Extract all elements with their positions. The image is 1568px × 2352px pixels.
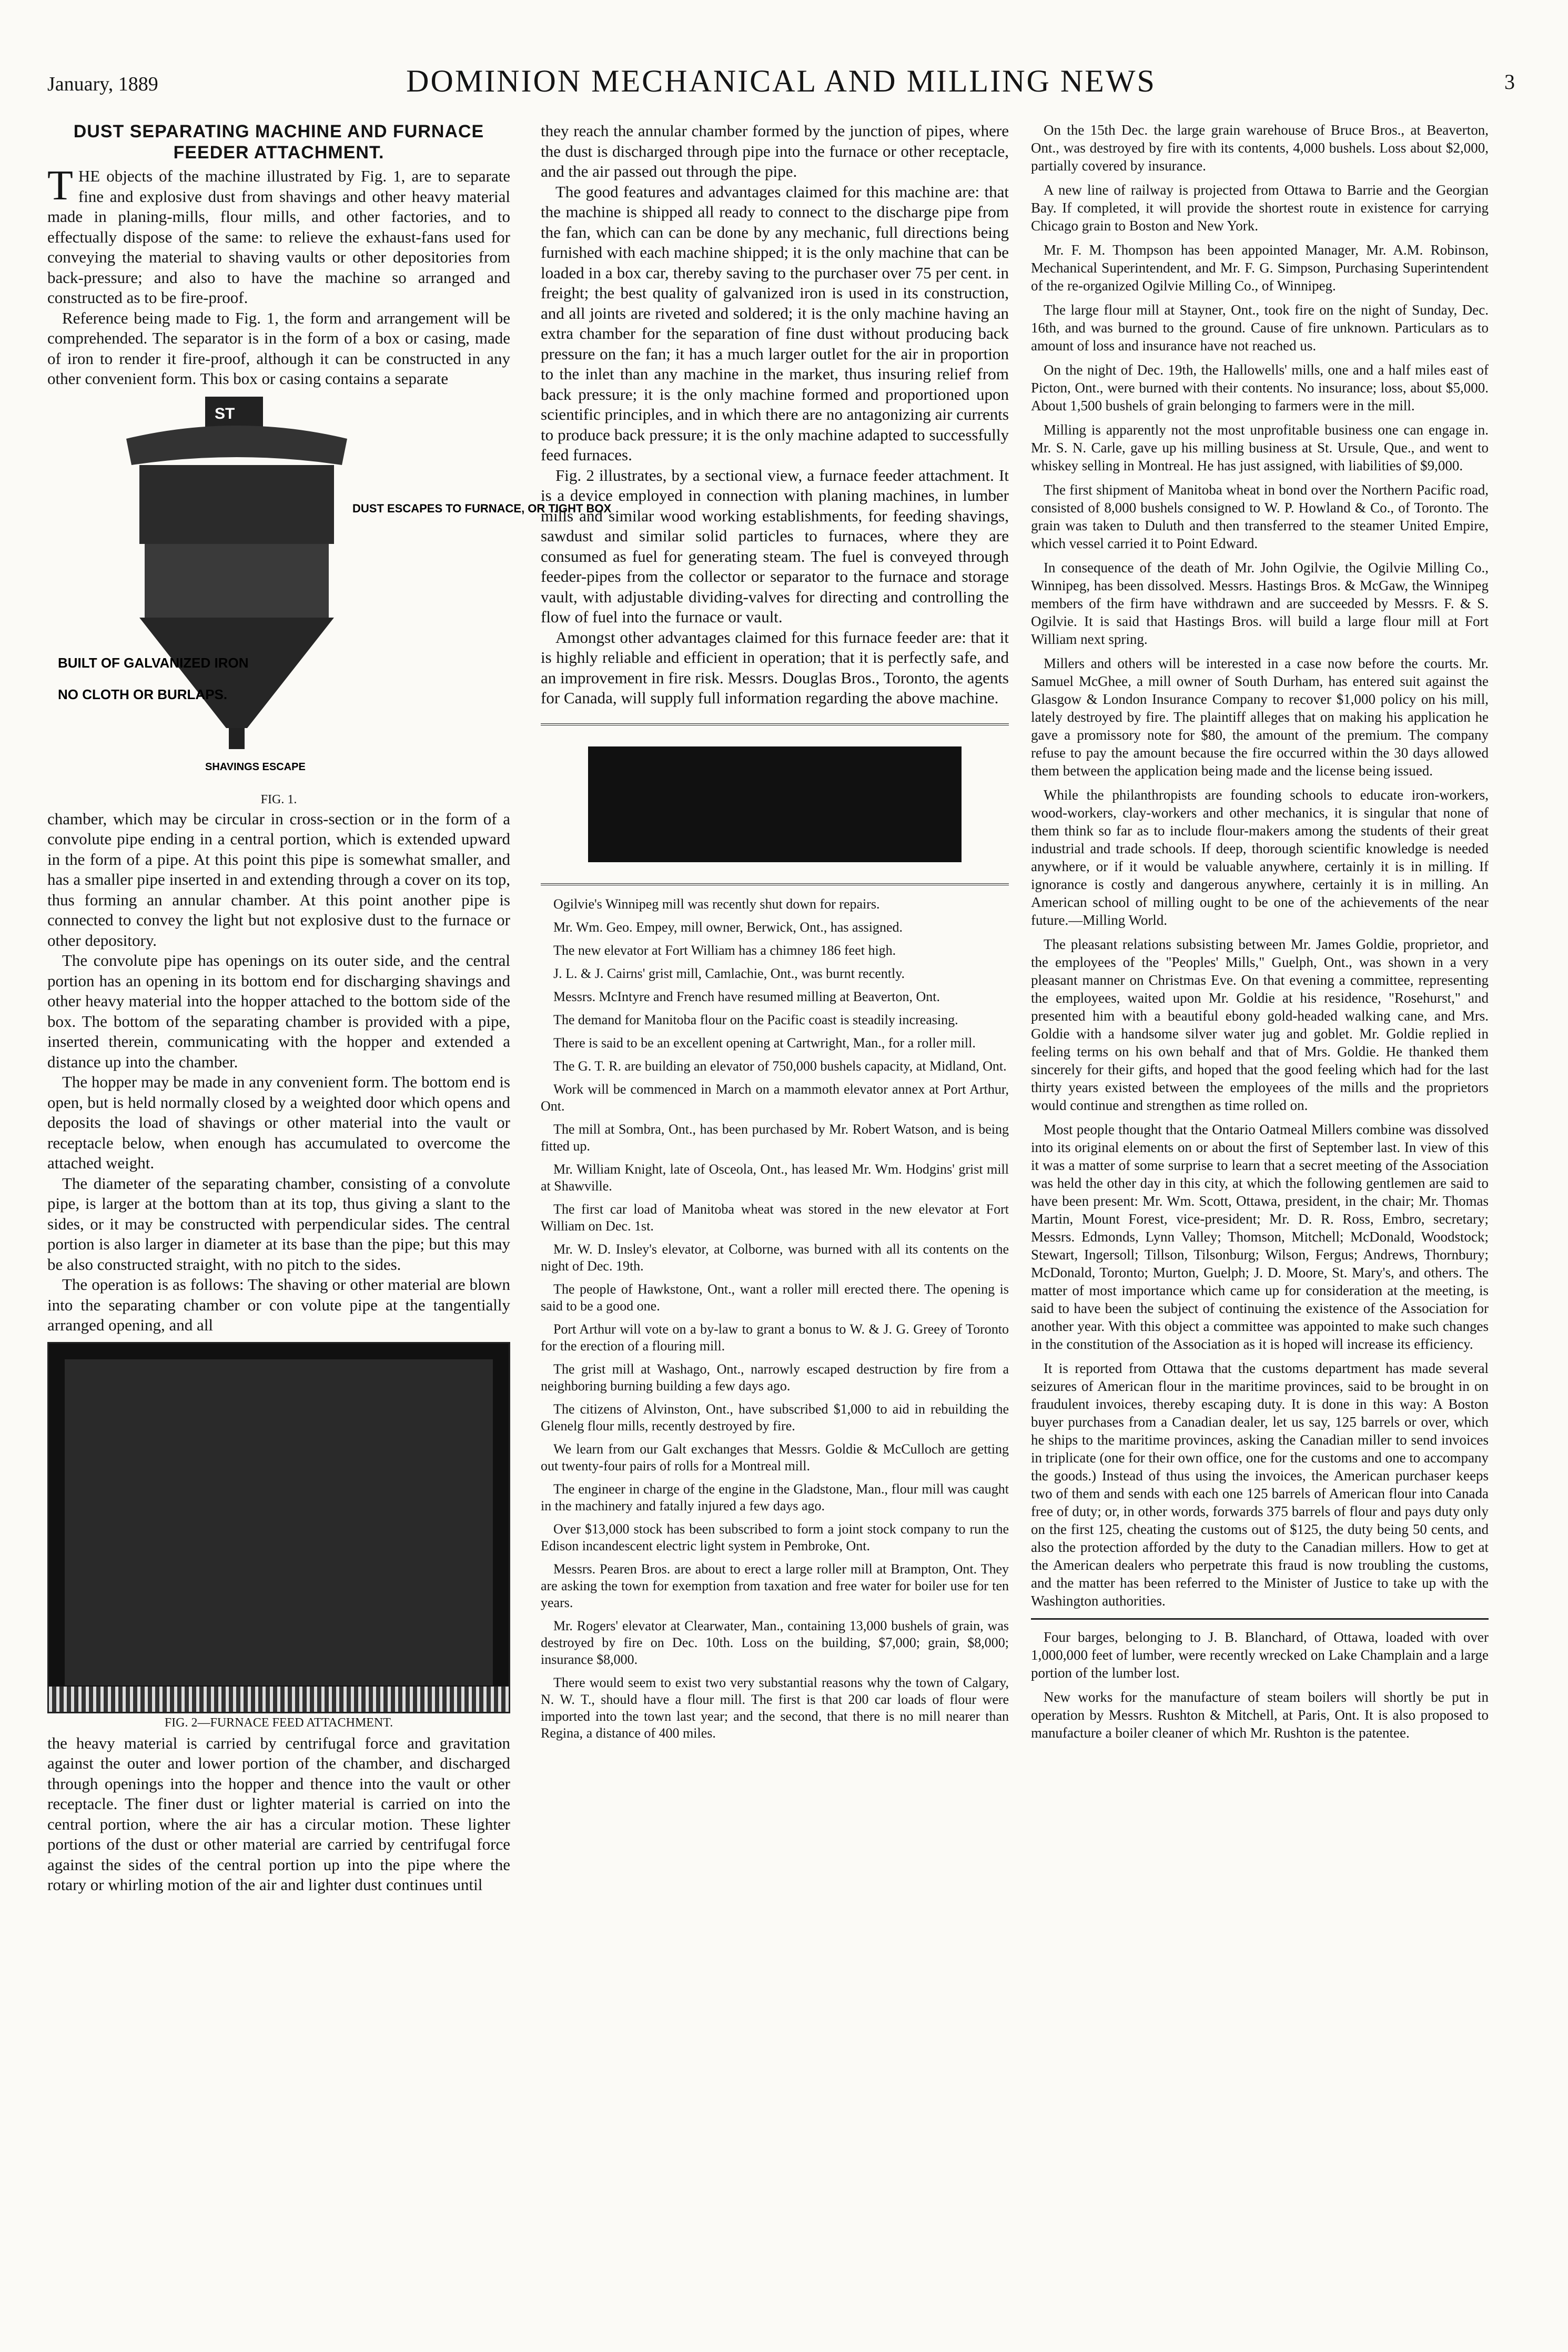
label-cloth: NO CLOTH OR BURLAPS.: [58, 686, 228, 702]
news-item: The first car load of Manitoba wheat was stored in the new elevator at Fort William on Dec. 1st.: [541, 1201, 1009, 1234]
article-paragraph: The good features and advantages claimed for this machine are: that the machine is shipped all ready to connect to the discharge pipe from the fan, which can can be done by any mechanic, full directions being furnished with each machine shipped; it is the only machine that can be loaded in a box car, thereby saving to the purchaser over 75 per cent. in freight; the best quality of galvanized iron is used in its construction, and all joints are riveted and soldered; it is the only machine having an extra chamber for the separation of fine dust without producing back pressure on the fan; it has a much larger outlet for the air in proportion to the inlet than any machine in the market, thus insuring relief from back pressure; it is the only machine formed and proportioned upon scientific principles, and in which there are no antagonizing air currents to produce back pressure; it is the only machine adapted to successfully feed furnaces.: [541, 182, 1009, 464]
news-item: J. L. & J. Cairns' grist mill, Camlachie, Ont., was burnt recently.: [553, 965, 905, 981]
figure-2-caption: FIG. 2—FURNACE FEED ATTACHMENT.: [164, 1715, 393, 1730]
figure-2-furnace-feed: [47, 1342, 510, 1713]
column-2: [541, 121, 1009, 1748]
news-item: The people of Hawkstone, Ont., want a roller mill erected there. The opening is said to be a good one.: [541, 1281, 1009, 1314]
news-item: On the 15th Dec. the large grain warehouse of Bruce Bros., at Beaverton, Ont., was destroyed by fire with its contents, 4,000 bushels. Loss about $2,000, partially covered by insurance.: [1031, 122, 1489, 174]
news-item: The large flour mill at Stayner, Ont., took fire on the night of Sunday, Dec. 16th, and was burned to the ground. Cause of fire unknown. Particulars as to amount of loss and insurance have not reached us.: [1031, 302, 1489, 354]
figure-2-image: [65, 1359, 493, 1685]
news-item: The first shipment of Manitoba wheat in bond over the Northern Pacific road, consisted of 8,000 bushels consigned to W. P. Howland & Co., of Toronto. The grain was taken to Duluth and then transferred to the steamer United Empire, which vessel carried it to Point Edward.: [1031, 482, 1489, 551]
article-paragraph: they reach the annular chamber formed by the junction of pipes, where the dust is discharged through pipe into the furnace or other receptacle, and the air passed out through the pipe.: [541, 122, 1009, 180]
label-shavings: SHAVINGS ESCAPE: [205, 761, 306, 773]
figure-2-base: [49, 1687, 509, 1712]
news-item: It is reported from Ottawa that the customs department has made several seizures of American flour in the maritime provinces, said to be brought in on fraudulent invoices, thereby escaping duty. It is done in this way: A Boston buyer purchases from a Canadian dealer, let us say, 125 barrels or over, which he ships to the maritime provinces, asking the Canadian miller to send invoices in triplicate (one for their own office, one for the customs and one to accompany the goods.) Instead of thus using the invoices, the American purchaser keeps two of them and sends with each one 125 barrels of American flour into Canada free of duty; or, in other words, forwards 375 barrels of flour and pays duty only on the first 125, cheating the customs out of $125, the duty being 50 cents, and also the protection afforded by the duty to the Canadian millers. How to get at the American dealers who perpetrate this fraud is now troubling the customs, and the matter has been referred to the Minister of Justice to take up with the Washington authorities.: [1031, 1360, 1489, 1609]
article-paragraph: the heavy material is carried by centrifugal force and gravitation against the outer and lower portion of the chamber, and discharged through openings into the hopper and thence into the vault or other receptacle. The finer dust or lighter material is carried on into the central portion, where the air has a circular motion. These lighter portions of the dust or other material are carried by centrifugal force against the sides of the central portion up into the pipe where the rotary or whirling motion of the air and lighter dust continues until: [47, 1733, 510, 1894]
news-item: Port Arthur will vote on a by-law to grant a bonus to W. & J. G. Greey of Toronto for the erection of a flouring mill.: [541, 1321, 1009, 1354]
figure-1-separator: [47, 391, 612, 807]
news-item: Milling is apparently not the most unprofitable business one can engage in. Mr. S. N. Carle, gave up his milling business at St. Ursule, Que., and went to whiskey selling in Montreal. He has just assigned, with liabilities of $9,000.: [1031, 422, 1489, 473]
masthead-title: DOMINION MECHANICAL AND MILLING NEWS: [406, 64, 1156, 98]
milling-notes: [541, 896, 1009, 1742]
article-paragraph: The hopper may be made in any convenient form. The bottom end is open, but is held normally closed by a weighted door which opens and deposits the load of shavings or other material into the vault or receptacle below, when enough has accumulated to overcome the attached weight.: [47, 1073, 510, 1172]
article-paragraph: The operation is as follows: The shaving or other material are blown into the separating chamber or con volute pipe at the tangentially arranged opening, and all: [47, 1275, 510, 1334]
issue-date: January, 1889: [47, 73, 158, 95]
news-item: Ogilvie's Winnipeg mill was recently shut down for repairs.: [553, 896, 880, 912]
article-paragraph: THE objects of the machine illustrated by Fig. 1, are to separate fine and explosive dust from shavings and other heavy material made in planing-mills, flour mills, and other factories, and to effectually dispose of the same: to relieve the exhaust-fans used for conveying the material to shaving vaults or other depositories from back-pressure; and also to have the machine so arranged and constructed as to be fire-proof.: [47, 163, 510, 307]
separator-illustration: [47, 391, 612, 791]
news-item: Mr. F. M. Thompson has been appointed Manager, Mr. A.M. Robinson, Mechanical Superintendent, and Mr. F. G. Simpson, Purchasing Superintendent of the re-organized Ogilvie Milling Co., of Winnipeg.: [1031, 242, 1489, 294]
page-number: 3: [1504, 70, 1515, 94]
news-item: On the night of Dec. 19th, the Hallowells' mills, one and a half miles east of Picton, Ont., were burned with their contents. No insurance; loss, about $5,000. About 1,500 bushels of grain belonging to farmers were in the mill.: [1031, 362, 1489, 413]
news-item: Mr. William Knight, late of Osceola, Ont., has leased Mr. Wm. Hodgins' grist mill at Shawville.: [541, 1161, 1009, 1194]
section-banner: [541, 723, 1009, 885]
news-item: Mr. W. D. Insley's elevator, at Colborne, was burned with all its contents on the night of Dec. 19th.: [541, 1241, 1009, 1274]
news-items-after-rule: [1031, 1628, 1489, 1742]
news-item: Four barges, belonging to J. B. Blanchard, of Ottawa, loaded with over 1,000,000 feet of lumber, were recently wrecked on Lake Champlain and a large portion of the lumber lost.: [1031, 1629, 1489, 1681]
news-item: Most people thought that the Ontario Oatmeal Millers combine was dissolved into its original elements on or about the first of September last. In view of this it was a matter of some surprise to learn that a secret meeting of the Association was held the other day in this city, at which the following gentlemen are said to have been present: Mr. Wm. Scott, Ottawa, president, in the chair; Mr. Thomas Martin, Mount Forest, vice-president; Mr. D. R. Ross, Embro, secretary; Messrs. Edmonds, Lynn Valley; Thomson, Mitchell; McDonald, Woodstock; Stewart, Ingersoll; Tillson, Tilsonburg; Wilson, Fergus; Andrews, Thornbury; McDonald, Toronto; Murton, Guelph; J. D. Moore, St. Mary's, and others. The matter of most importance which came up for consideration at the meeting, is said to have been the subject of continuing the existence of the Association for another year. With this object a committee was appointed to make such changes in the constitution of the Association as it is hoped will increase its efficiency.: [1031, 1122, 1489, 1352]
news-item: In consequence of the death of Mr. John Ogilvie, the Ogilvie Milling Co., Winnipeg, has been dissolved. Messrs. Hastings Bros. & McGaw, the Winnipeg members of the firm have withdrawn and are succeeded by Messrs. F. & S. Ogilvie. It is said that Hastings Bros. will build a large flour mill at Fort William next spring.: [1031, 560, 1489, 647]
news-item: The mill at Sombra, Ont., has been purchased by Mr. Robert Watson, and is being fitted up.: [541, 1121, 1009, 1154]
news-item: While the philanthropists are founding schools to educate iron-workers, wood-workers, clay-workers and other mechanics, it is singular that none of them think so far as to include flour-makers among the students of their great industrial and trade schools. If deep, thorough scientific knowledge is needed anywhere, or if it would be valuable anywhere, certainly it is in milling. If ignorance is costly and dangerous anywhere, certainly it is in milling. An American school of milling ought to be one of the achievements of the near future.—Milling World.: [1031, 787, 1489, 928]
news-items: [1031, 121, 1489, 1610]
news-item: The G. T. R. are building an elevator of 750,000 bushels capacity, at Midland, Ont.: [553, 1058, 1007, 1074]
milling-flour-trade-logo: [588, 746, 962, 862]
news-item: New works for the manufacture of steam boilers will shortly be put in operation by Messrs. Rushton & Mitchell, at Paris, Ont. It is also proposed to manufacture a boiler cleaner of which Mr. Rushton is the patentee.: [1031, 1689, 1489, 1741]
label-dust: DUST ESCAPES TO FURNACE, OR TIGHT BOX: [352, 501, 612, 515]
news-item: The citizens of Alvinston, Ont., have subscribed $1,000 to aid in rebuilding the Glenelg flour mills, recently destroyed by fire.: [541, 1401, 1009, 1434]
news-item: Messrs. McIntyre and French have resumed milling at Beaverton, Ont.: [553, 988, 940, 1004]
article-headline: DUST SEPARATING MACHINE AND FURNACE FEEDER ATTACHMENT.: [73, 122, 484, 163]
news-item: Millers and others will be interested in a case now before the courts. Mr. Samuel McGhee, a mill owner of South Durham, has entered suit against the Glasgow & London Insurance Company to recover $1,000 policy on his mill, lately destroyed by fire. The plaintiff alleges that on making his application he gave a promissory note for $80, the amount of the premium. The company refuse to pay the amount because the fire occurred within the 30 days allowed them between the application being made and the license being issued.: [1031, 655, 1489, 779]
news-item: A new line of railway is projected from Ottawa to Barrie and the Georgian Bay. If completed, it will provide the shortest route in existence for carrying Chicago grain to Boston and New York.: [1031, 182, 1489, 234]
news-item: Mr. Wm. Geo. Empey, mill owner, Berwick, Ont., has assigned.: [553, 919, 903, 935]
article-paragraph: The diameter of the separating chamber, consisting of a convolute pipe, is larger at the bottom than at its top, thus giving a slant to the sides, or it may be constructed with perpendicular sides. The central portion is also larger in diameter at its base than the pipe; but this may be also constructed straight, with no pitch to the sides.: [47, 1174, 510, 1274]
news-item: The pleasant relations subsisting between Mr. James Goldie, proprietor, and the employees of the "Peoples' Mills," Guelph, Ont., was shown in a very pleasant manner on Christmas Eve. On that evening a committee, representing the employees, waited upon Mr. Goldie at his residence, "Rosehurst," and presented him with a beautiful ebony gold-headed walking cane, and Mrs. Goldie with a handsome silver water jug and goblet. Mr. Goldie replied in feeling terms on his own behalf and that of Mrs. Goldie. He thanked them sincerely for their gifts, and hoped that the good feeling which had for the last thirty years existed between the employees of the mills and the proprietors would continue and strengthen as time rolled on.: [1031, 936, 1489, 1113]
news-item: Work will be commenced in March on a mammoth elevator annex at Port Arthur, Ont.: [541, 1081, 1009, 1114]
column-1: [47, 121, 612, 1895]
article-paragraph: chamber, which may be circular in cross-section or in the form of a convolute pipe ending in a central portion, which is extended upward in the form of a pipe. At this point this pipe is somewhat smaller, and has a smaller pipe inserted in and extending through a cover on its top, thus forming an annular chamber. At this point another pipe is connected to convey the light but not explosive dust to the furnace or other depository.: [47, 809, 510, 950]
article-paragraph: Fig. 2 illustrates, by a sectional view, a furnace feeder attachment. It is a device employed in connection with planing machines, in lumber mills and similar wood working establishments, for feeding shavings, sawdust and similar solid particles to furnaces, where they are consumed as fuel for generating steam. The fuel is conveyed through feeder-pipes from the collector or separator to the furnace and storage vault, with adjustable dividing-valves for directing and controlling the flow of fuel into the furnace or vault.: [541, 466, 1009, 626]
drop-cap: T: [47, 163, 73, 209]
label-st: ST: [215, 405, 235, 422]
news-item: There would seem to exist two very substantial reasons why the town of Calgary, N. W. T., should have a flour mill. The first is that 200 car loads of flour were imported into the town last year; and the second, that there is no mill nearer than Regina, a distance of 400 miles.: [541, 1674, 1009, 1741]
news-item: The grist mill at Washago, Ont., narrowly escaped destruction by fire from a neighboring burning building a few days ago.: [541, 1361, 1009, 1394]
page-header: [47, 63, 1515, 105]
news-item: There is said to be an excellent opening at Cartwright, Man., for a roller mill.: [553, 1035, 976, 1051]
news-item: Over $13,000 stock has been subscribed to form a joint stock company to run the Edison incandescent electric light system in Pembroke, Ont.: [541, 1521, 1009, 1553]
divider: [1031, 1618, 1489, 1620]
news-item: Messrs. Pearen Bros. are about to erect a large roller mill at Brampton, Ont. They are asking the town for exemption from taxation and free water for boiler use for ten years.: [541, 1561, 1009, 1610]
column-3: [1031, 121, 1489, 1748]
news-item: The new elevator at Fort William has a chimney 186 feet high.: [553, 942, 896, 958]
article-paragraph: Reference being made to Fig. 1, the form and arrangement will be comprehended. The separator is in the form of a box or casing, made of iron to render it fire-proof, although it can be constructed in any other convenient form. This box or casing contains a separate: [47, 308, 510, 388]
news-item: The engineer in charge of the engine in the Gladstone, Man., flour mill was caught in the machinery and fatally injured a few days ago.: [541, 1481, 1009, 1513]
news-item: The demand for Manitoba flour on the Pacific coast is steadily increasing.: [553, 1012, 958, 1027]
figure-1-caption: FIG. 1.: [260, 792, 297, 806]
article-paragraph: Amongst other advantages claimed for this furnace feeder are: that it is highly reliable and efficient in operation; that it is perfectly safe, and an improvement in fire risk. Messrs. Douglas Bros., Toronto, the agents for Canada, will supply full information regarding the above machine.: [541, 628, 1009, 707]
news-item: We learn from our Galt exchanges that Messrs. Goldie & McCulloch are getting out twenty-four pairs of rolls for a Montreal mill.: [541, 1441, 1009, 1473]
article-paragraph: The convolute pipe has openings on its outer side, and the central portion has an opening in its bottom end for discharging shavings and other heavy material into the hopper attached to the bottom side of the box. The bottom of the separating chamber is provided with a pipe, inserted therein, communicating with the hopper and extended a distance up into the chamber.: [47, 951, 510, 1071]
news-item: Mr. Rogers' elevator at Clearwater, Man., containing 13,000 bushels of grain, was destroyed by fire on Dec. 10th. Loss on the building, $7,000; grain, $8,000; insurance $8,000.: [541, 1618, 1009, 1667]
label-built: BUILT OF GALVANIZED IRON: [58, 654, 249, 671]
